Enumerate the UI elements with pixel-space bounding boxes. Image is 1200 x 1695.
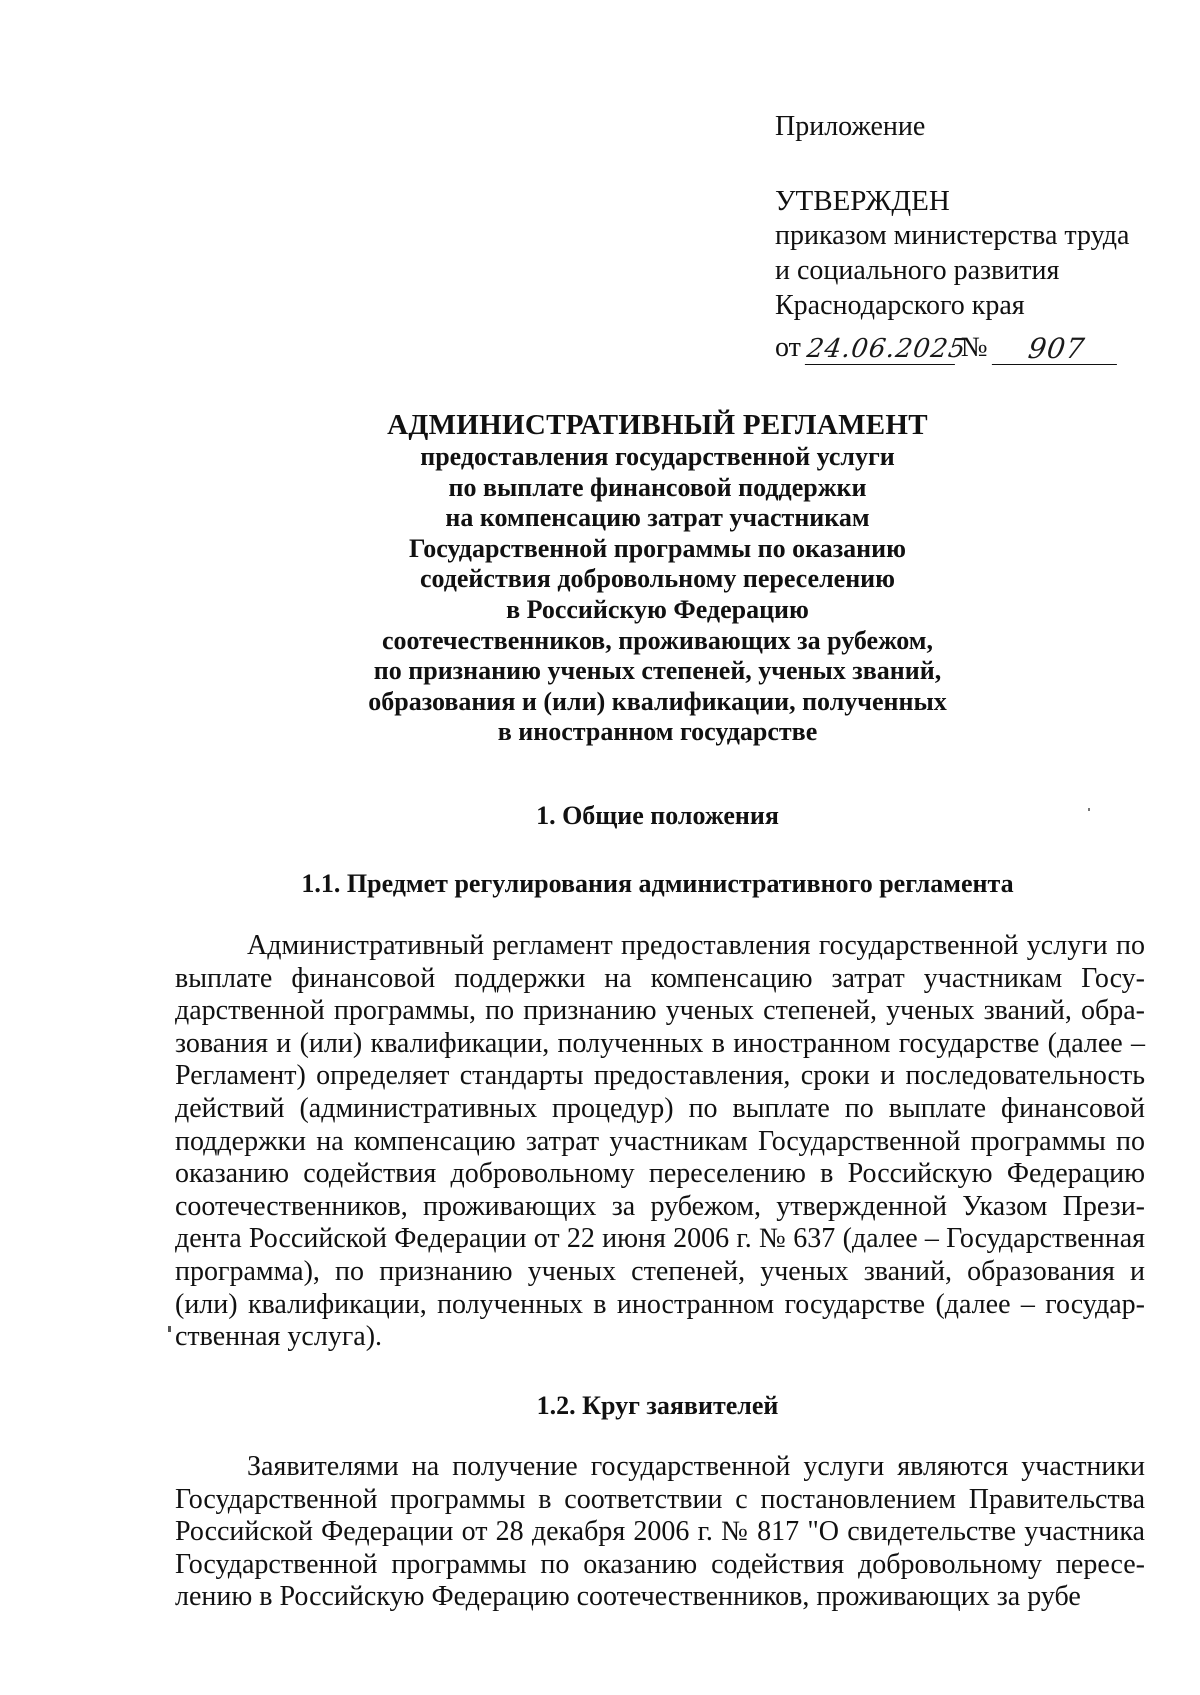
- approval-date-row: [775, 323, 1155, 365]
- subsection-heading: 1.1. Предмет регулирования административного регламента: [301, 869, 1014, 898]
- appendix-label: Приложение: [775, 111, 926, 142]
- title-line: в иностранном государстве: [497, 717, 818, 747]
- title-line: Государственной программы по оказанию: [408, 533, 907, 563]
- number-sign: №: [960, 332, 988, 363]
- document-title: [170, 408, 1145, 748]
- title-line: по выплате финансовой поддержки: [448, 472, 867, 502]
- paragraph: Заявителями на получение государственной услуги являются участники Государственной программы в соответствии с постановлением Правительства Российской Федерации от 28 декабря 2006 г. № 817 "О свидетельстве участника Государственной программы по оказанию содействия добровольному переселению в Российскую Федерацию соотечественников, проживающих за рубе: [175, 1451, 1145, 1613]
- title-line: соотечественников, проживающих за рубежом,: [381, 625, 934, 655]
- scan-speck: [1088, 808, 1090, 811]
- date-prefix: от: [775, 332, 801, 363]
- handwritten-date: 24.06.2025: [804, 334, 968, 364]
- title-line: в Российскую Федерацию: [506, 594, 809, 624]
- paragraph: Административный регламент предоставления государственной услуги по выплате финансовой поддержки на компенсацию затрат участникам Государственной программы, по признанию ученых степеней, ученых званий, образования и (или) квалификации, полученных в иностранном государстве (далее – Регламент) определяет стандарты предоставления, сроки и последовательность действий (административных процедур) по выплате по выплате финансовой поддержки на компенсацию затрат участникам Государственной программы по оказанию содействия добровольному переселению в Российскую Федерацию соотечественников, проживающих за рубежом, утвержденной Указом Президента Российской Федерации от 22 июня 2006 г. № 637 (далее – Государственная программа), по признанию ученых степеней, ученых званий, образования и (или) квалификации, полученных в иностранном государстве (далее – государственная услуга).: [175, 930, 1145, 1353]
- approval-order-line: и социального развития: [775, 255, 1060, 286]
- title-line: по признанию ученых степеней, ученых званий,: [373, 656, 942, 686]
- approval-order-line: Краснодарского края: [775, 290, 1025, 321]
- handwritten-number: 907: [991, 334, 1120, 365]
- approved-label: УТВЕРЖДЕН: [775, 185, 950, 217]
- approval-order-line: приказом министерства труда: [775, 220, 1130, 251]
- section-heading: 1. Общие положения: [536, 801, 779, 830]
- title-line: предоставления государственной услуги: [420, 442, 895, 471]
- subsection-heading: 1.2. Круг заявителей: [536, 1391, 779, 1420]
- scan-mark: [168, 1326, 171, 1332]
- title-main: АДМИНИСТРАТИВНЫЙ РЕГЛАМЕНТ: [387, 409, 928, 441]
- title-line: образования и (или) квалификации, полученных: [368, 686, 947, 716]
- title-line: на компенсацию затрат участникам: [445, 503, 870, 533]
- approval-block: [775, 110, 1155, 365]
- title-line: содействия добровольному переселению: [419, 564, 896, 594]
